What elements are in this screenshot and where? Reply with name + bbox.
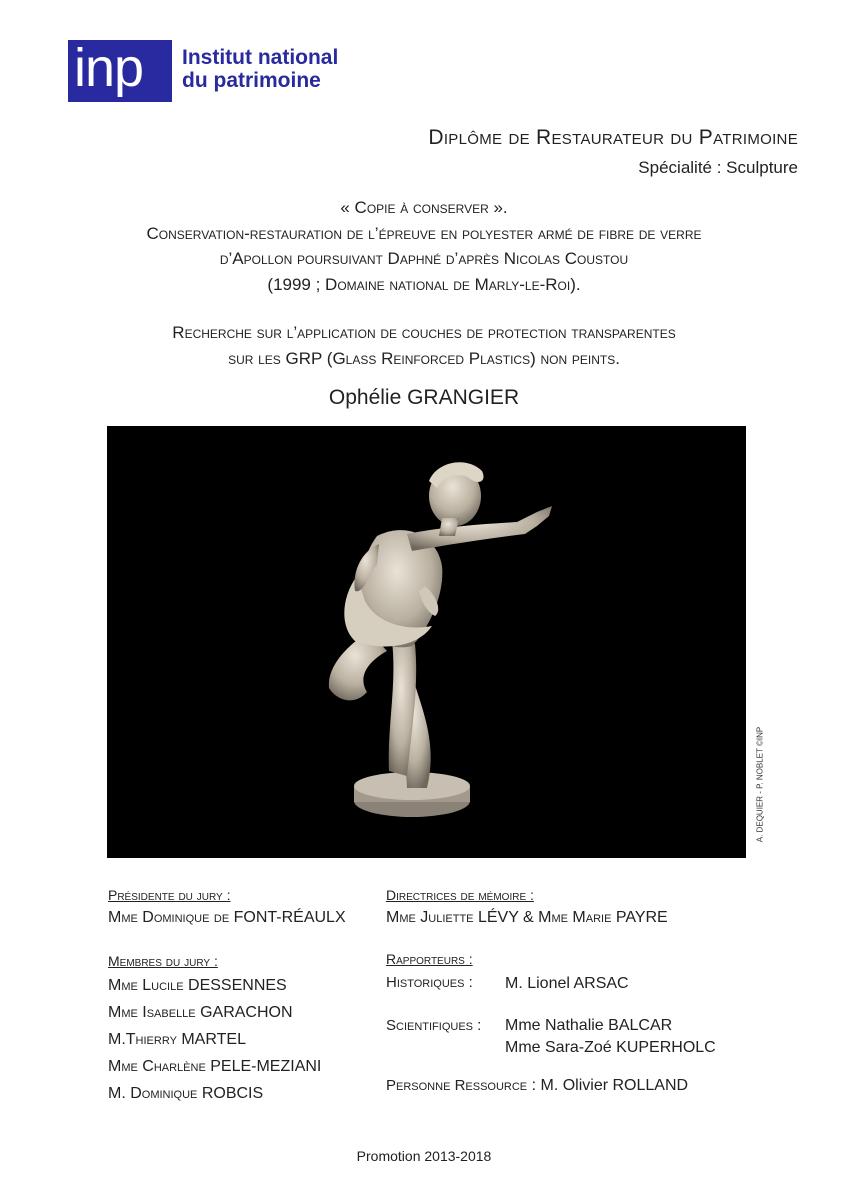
- scientists-label: Scientifiques :: [386, 1017, 482, 1034]
- scientist-name: Mme Sara-Zoé KUPERHOLC: [505, 1039, 716, 1056]
- member-item: Mme Isabelle GARACHON: [108, 1004, 293, 1021]
- speciality: Spécialité : Sculpture: [638, 158, 798, 177]
- directors-names: Mme Juliette LÉVY & Mme Marie PAYRE: [386, 909, 668, 926]
- logo-mark: inp: [74, 38, 144, 98]
- research-line-2: sur les GRP (Glass Reinforced Plastics) non peints.: [228, 348, 620, 368]
- photo-credit-text: A. DEQUIER - P. NOBLET ©INP: [755, 726, 765, 843]
- member-item: Mme Lucile DESSENNES: [108, 977, 287, 994]
- resource-label: Personne Ressource: [386, 1077, 528, 1094]
- members-list: [108, 972, 321, 1107]
- president-label: Présidente du jury :: [108, 887, 231, 903]
- member-item: M.Thierry MARTEL: [108, 1031, 246, 1048]
- president-name: Mme Dominique de FONT-RÉAULX: [108, 909, 346, 926]
- author-name: Ophélie GRANGIER: [328, 386, 520, 409]
- rapporteurs-label: Rapporteurs :: [386, 951, 473, 967]
- member-item: Mme Charlène PELE-MEZIANI: [108, 1058, 322, 1075]
- sculpture-illustration: [107, 426, 746, 858]
- inp-logo: [68, 40, 172, 102]
- title-line-2: Conservation-restauration de l’épreuve en polyester armé de fibre de verre: [146, 223, 702, 243]
- scientist-name: Mme Nathalie BALCAR: [505, 1017, 673, 1034]
- historians-name: M. Lionel ARSAC: [505, 975, 629, 992]
- sculpture-photo: [107, 426, 746, 858]
- resource-row: [386, 1075, 688, 1097]
- scientists-names: [505, 1015, 716, 1059]
- promotion-footer: Promotion 2013-2018: [356, 1148, 492, 1164]
- institution-name-line2: du patrimoine: [182, 69, 321, 92]
- historians-label: Historiques :: [386, 974, 473, 991]
- resource-name: : M. Olivier ROLLAND: [531, 1077, 689, 1094]
- institution-name-line1: Institut national: [182, 46, 339, 69]
- research-subtitle: [0, 320, 848, 371]
- member-item: M. Dominique ROBCIS: [108, 1085, 264, 1102]
- diploma-title: Diplôme de Restaurateur du Patrimoine: [428, 126, 798, 149]
- title-line-4: (1999 ; Domaine national de Marly-le-Roi).: [267, 274, 581, 294]
- directors-label: Directrices de mémoire :: [386, 887, 534, 903]
- title-line-3: d’Apollon poursuivant Daphné d’après Nicolas Coustou: [219, 249, 629, 268]
- photo-credit: [750, 720, 765, 860]
- members-label: Membres du jury :: [108, 953, 218, 969]
- title-line-1: « Copie à conserver ».: [340, 198, 508, 217]
- research-line-1: Recherche sur l’application de couches de protection transparentes: [172, 323, 676, 342]
- thesis-title: [0, 195, 848, 297]
- institution-name: [182, 46, 338, 92]
